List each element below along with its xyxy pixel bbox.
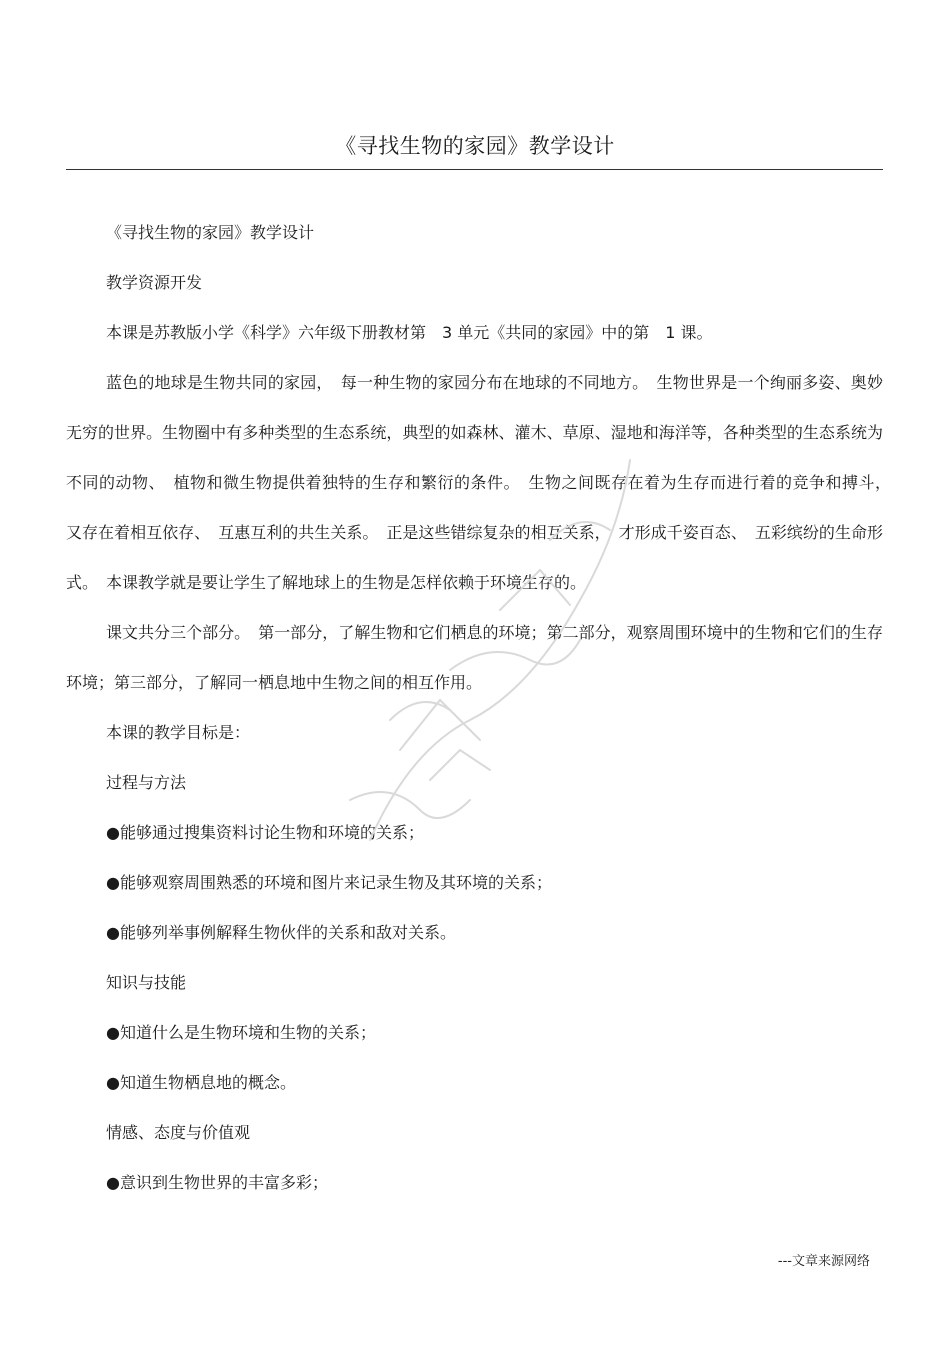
paragraph-process-heading: 过程与方法	[106, 773, 187, 792]
paragraph-lesson-parts: 课文共分三个部分。 第一部分，了解生物和它们栖息的环境；第二部分，观察周围环境中的生物和它们的生存环境；第三部分，了解同一栖息地中生物之间的相互作用。	[66, 623, 883, 692]
paragraph-goals-intro: 本课的教学目标是：	[106, 723, 251, 742]
paragraph-intro: 本课是苏教版小学《科学》六年级下册教材第 3 单元《共同的家园》中的第 1 课。	[106, 323, 713, 342]
bullet-item: ●意识到生物世界的丰富多彩；	[106, 1173, 328, 1192]
bullet-item: ●能够观察周围熟悉的环境和图片来记录生物及其环境的关系；	[106, 873, 552, 892]
title-divider	[66, 169, 883, 170]
document-body	[66, 208, 900, 1208]
paragraph-earth-home: 蓝色的地球是生物共同的家园， 每一种生物的家园分布在地球的不同地方。 生物世界是一个绚丽多姿、奥妙无穷的世界。生物圈中有多种类型的生态系统，典型的如森林、灌木、草原、湿地和海洋等，各种类型的生态系统为不同的动物、 植物和微生物提供着独特的生存和繁衍的条件。 生物之间既存在着为生存而进行着的竞争和搏斗， 又存在着相互依存、 互惠互利的共生关系。 正是这些错综复杂的相互关系， 才形成千姿百态、 五彩缤纷的生命形式。 本课教学就是要让学生了解地球上的生物是怎样依赖于环境生存的。	[66, 373, 900, 592]
bullet-item: ●能够通过搜集资料讨论生物和环境的关系；	[106, 823, 424, 842]
bullet-item: ●知道什么是生物环境和生物的关系；	[106, 1023, 376, 1042]
source-note: ---文章来源网络	[777, 1254, 870, 1269]
paragraph-attitude-heading: 情感、态度与价值观	[106, 1123, 251, 1142]
bullet-item: ●知道生物栖息地的概念。	[106, 1073, 296, 1092]
bullet-item: ●能够列举事例解释生物伙伴的关系和敌对关系。	[106, 923, 456, 942]
paragraph-heading-repeat: 《寻找生物的家园》教学设计	[106, 223, 315, 242]
paragraph-section-resource: 教学资源开发	[106, 273, 203, 292]
document-title: 《寻找生物的家园》教学设计	[335, 134, 615, 158]
paragraph-knowledge-heading: 知识与技能	[106, 973, 187, 992]
